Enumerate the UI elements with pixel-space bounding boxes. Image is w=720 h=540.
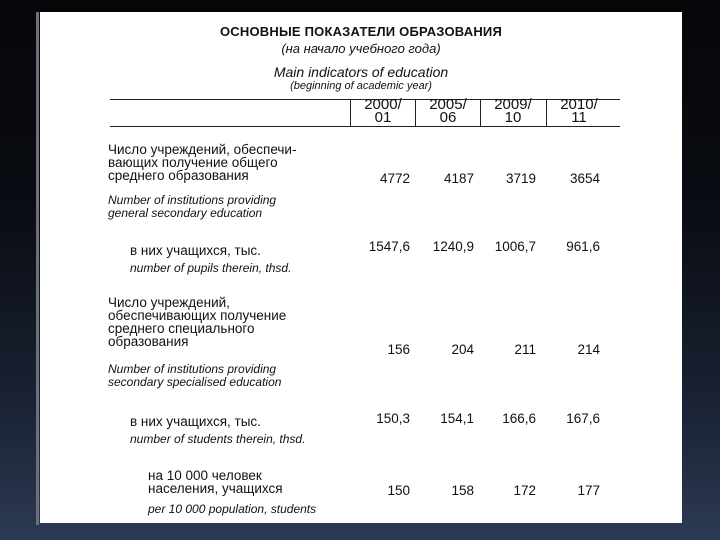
- table-cell: 150: [387, 483, 410, 498]
- column-header-2000: 2000/ 01: [364, 96, 402, 126]
- table-cell: 211: [514, 342, 536, 357]
- row-label-students-en: number of students therein, thsd.: [130, 432, 306, 446]
- table-cell: 156: [387, 342, 410, 357]
- table-cell: 154,1: [440, 411, 474, 426]
- table-subtitle: (на начало учебного года): [281, 41, 441, 56]
- row-label-general-institutions-en: Number of institutions providing general secondary education: [108, 193, 277, 220]
- table-title: ОСНОВНЫЕ ПОКАЗАТЕЛИ ОБРАЗОВАНИЯ: [220, 24, 502, 39]
- table-cell: 4772: [379, 171, 410, 186]
- row-label-per-10000: на 10 000 человек населения, учащихся: [148, 468, 283, 496]
- row-label-specialised-institutions-en: Number of institutions providing secondary specialised education: [108, 362, 282, 389]
- row-label-students: в них учащихся, тыс.: [130, 414, 261, 429]
- table-cell: 4187: [443, 171, 474, 186]
- table-cell: 204: [451, 342, 474, 357]
- column-header-2005: 2005/ 06: [429, 96, 467, 126]
- table-cell: 1006,7: [494, 239, 536, 254]
- table-cell: 1240,9: [432, 239, 474, 254]
- table-cell: 158: [451, 483, 474, 498]
- column-header-2009: 2009/ 10: [494, 96, 532, 126]
- table-subtitle-en: (beginning of academic year): [290, 80, 432, 92]
- row-label-general-institutions: Число учреждений, обеспечи- вающих получение общего среднего образования: [108, 142, 297, 183]
- table-cell: 214: [577, 342, 600, 357]
- table-cell: 150,3: [376, 411, 410, 426]
- table-cell: 172: [513, 483, 536, 498]
- table-title-en: Main indicators of education: [273, 64, 449, 80]
- row-label-per-10000-en: per 10 000 population, students: [148, 502, 317, 516]
- table-cell: 1547,6: [368, 239, 410, 254]
- table-cell: 3654: [569, 171, 600, 186]
- row-label-specialised-institutions: Число учреждений, обеспечивающих получение среднего специального образования: [108, 295, 287, 349]
- table-cell: 177: [577, 483, 600, 498]
- table-cell: 3719: [505, 171, 536, 186]
- row-label-pupils-en: number of pupils therein, thsd.: [130, 261, 292, 275]
- slide-left-border: [36, 12, 39, 525]
- table-cell: 166,6: [502, 411, 536, 426]
- table-cell: 961,6: [566, 239, 600, 254]
- header-bottom-rule: [110, 126, 620, 127]
- row-label-pupils: в них учащихся, тыс.: [130, 243, 261, 258]
- table-cell: 167,6: [566, 411, 600, 426]
- column-header-2010: 2010/ 11: [560, 96, 598, 126]
- scanned-table-page: [40, 12, 682, 523]
